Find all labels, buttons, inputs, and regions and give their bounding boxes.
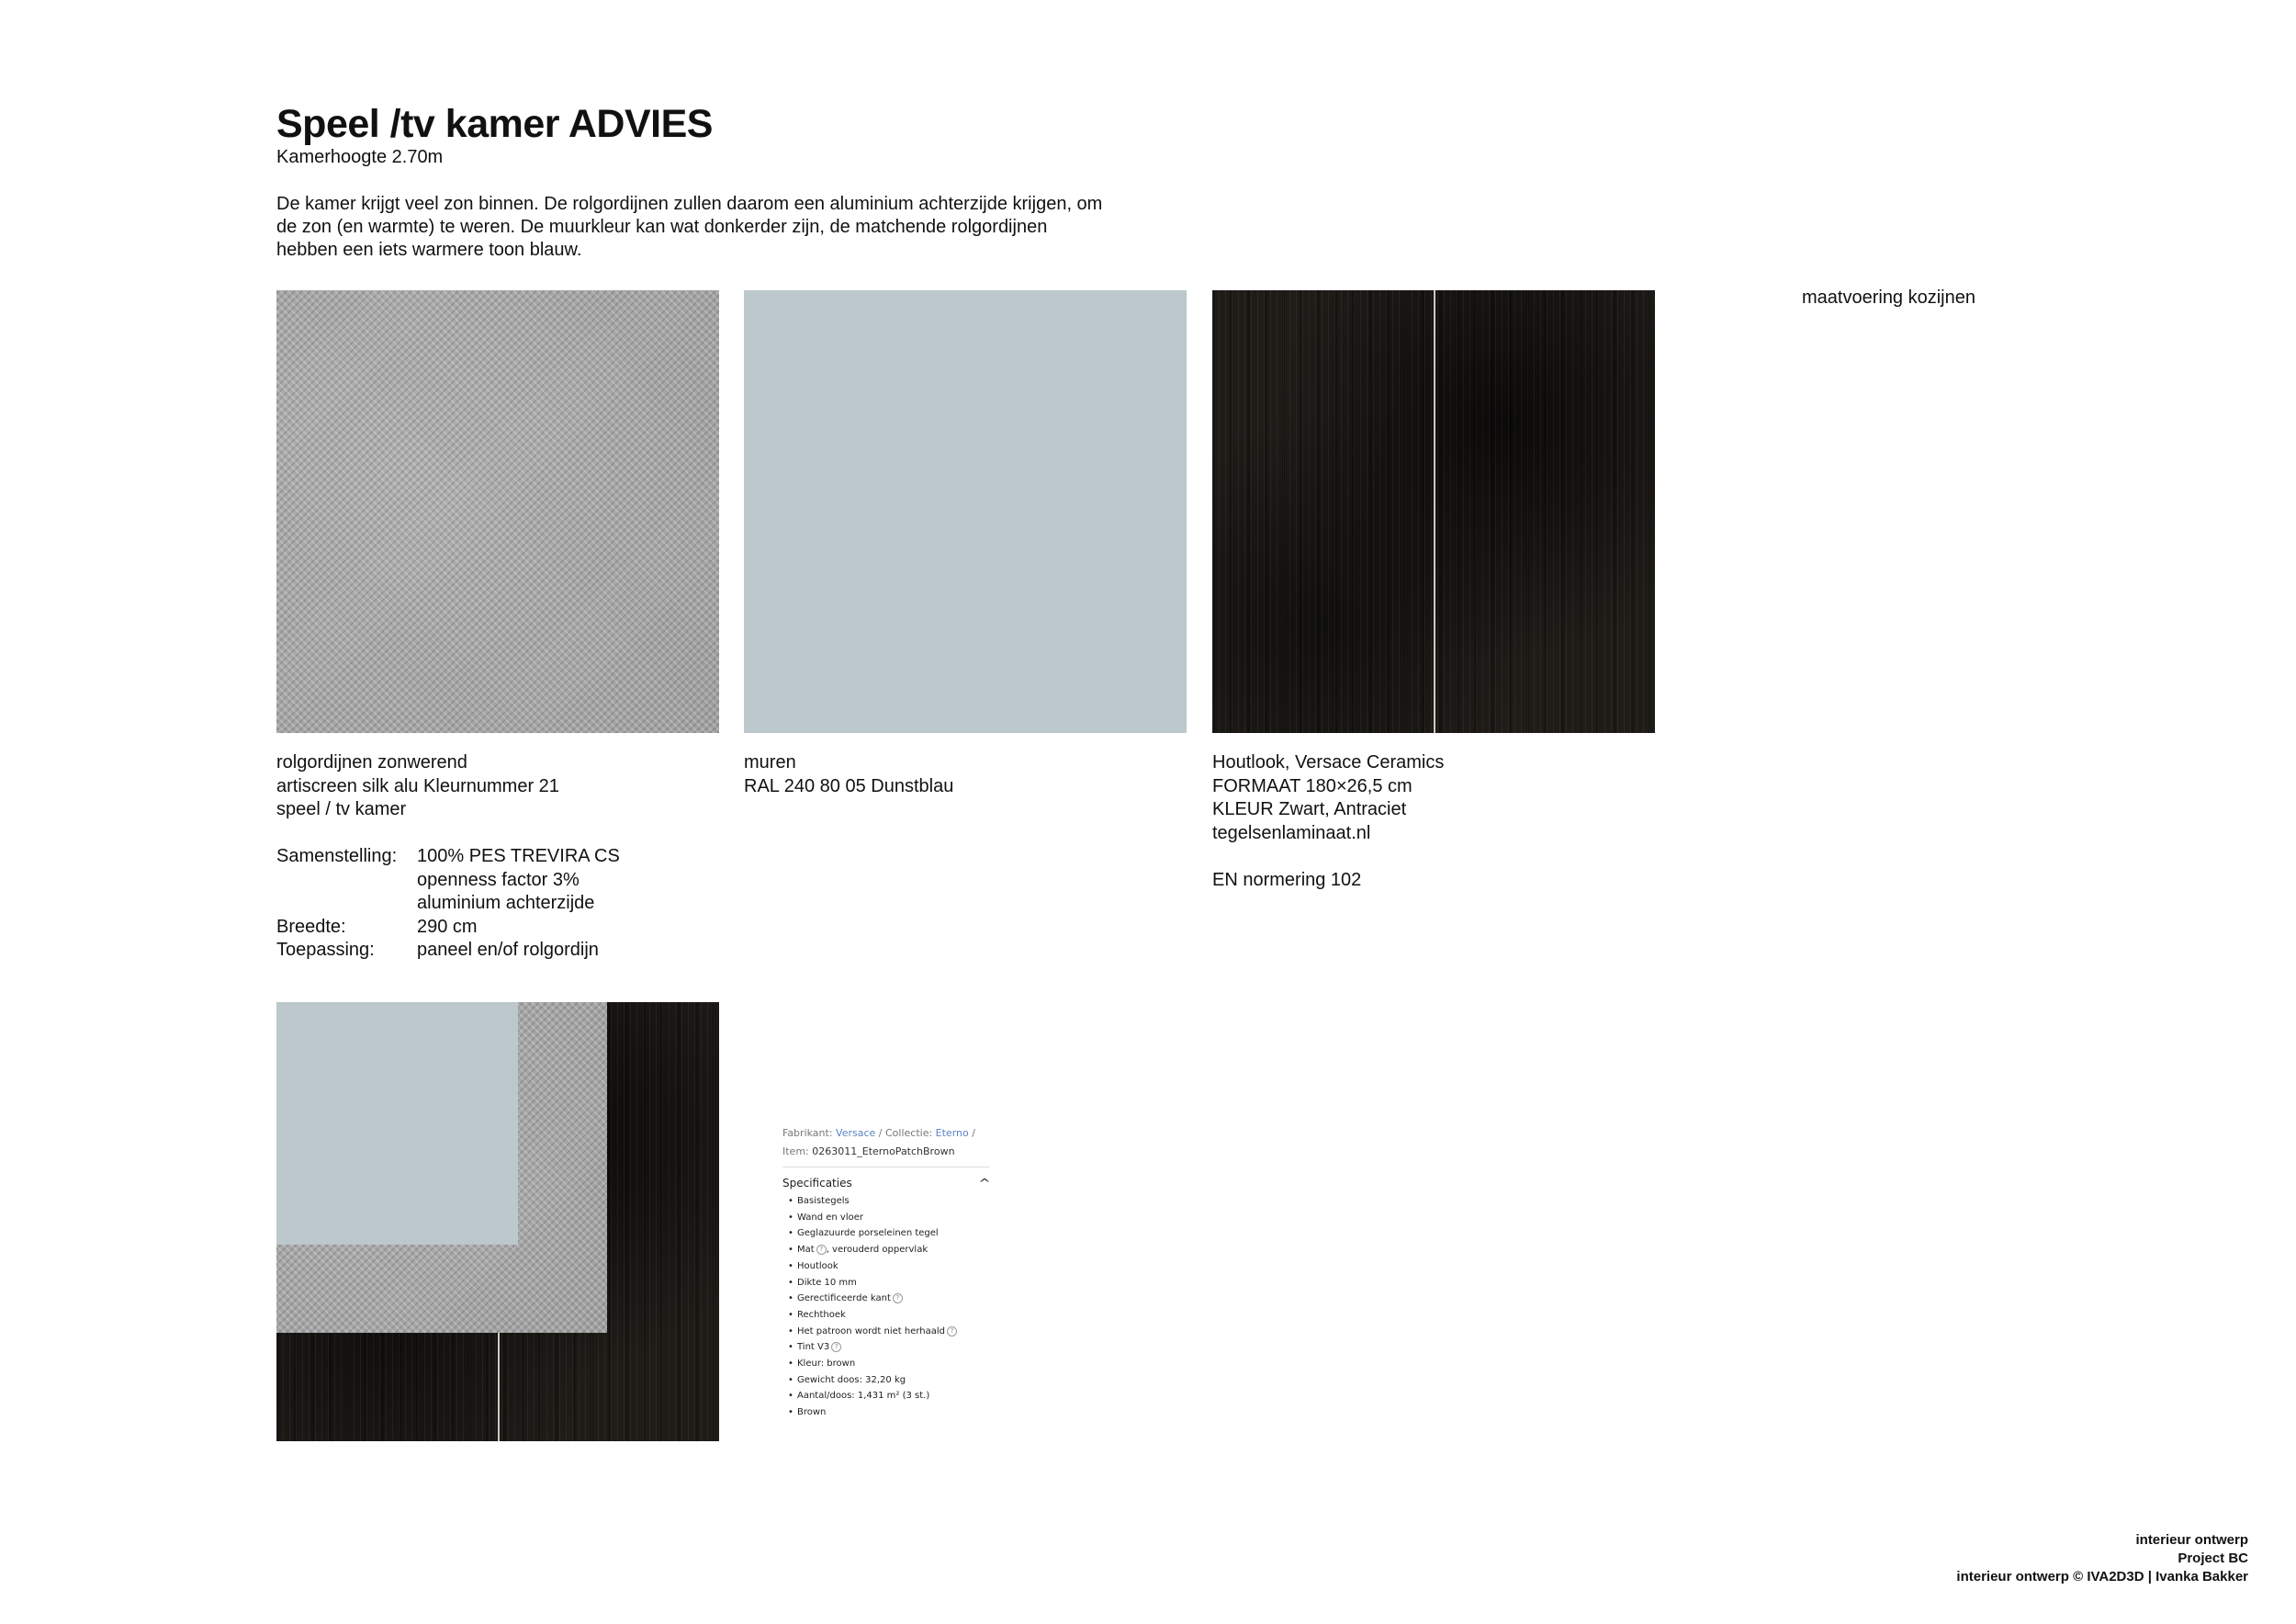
- list-item: • Aantal/doos: 1,431 m² (3 st.): [782, 1388, 989, 1404]
- spec-toggle[interactable]: [782, 1177, 989, 1190]
- collectie-label: Collectie:: [884, 1127, 933, 1139]
- list-item: • Houtlook: [782, 1258, 989, 1275]
- product-info: [782, 1124, 989, 1421]
- fabric-line: rolgordijnen zonwerend: [276, 752, 467, 773]
- spec-title: Specificaties: [782, 1177, 852, 1190]
- footer-line: interieur ontwerp © IVA2D3D | Ivanka Bakker: [1956, 1569, 2248, 1585]
- list-item: • Mat ? , verouderd oppervlak: [782, 1242, 989, 1258]
- list-item: • Kleur: brown: [782, 1356, 989, 1372]
- fabric-swatch: [276, 290, 719, 733]
- list-item: • Het patroon wordt niet herhaald ?: [782, 1324, 989, 1340]
- info-icon[interactable]: ?: [816, 1245, 827, 1255]
- list-item: • Basistegels: [782, 1193, 989, 1210]
- side-note: maatvoering kozijnen: [1802, 288, 1975, 308]
- spec-value-line: openness factor 3%: [417, 869, 580, 890]
- wall-layer: [276, 1002, 518, 1245]
- list-item: • Dikte 10 mm: [782, 1275, 989, 1291]
- tile-seam: [1434, 290, 1435, 733]
- list-item: • Gewicht doos: 32,20 kg: [782, 1372, 989, 1389]
- floor-line: KLEUR Zwart, Antraciet: [1212, 799, 1407, 819]
- list-item: • Gerectificeerde kant ?: [782, 1291, 989, 1307]
- spec-key: Toepassing:: [276, 940, 375, 960]
- fabric-line: speel / tv kamer: [276, 799, 407, 819]
- info-icon[interactable]: ?: [893, 1293, 903, 1303]
- fabrikant-label: Fabrikant:: [782, 1127, 833, 1139]
- chevron-up-icon[interactable]: ^: [978, 1177, 991, 1190]
- footer-line: Project BC: [2178, 1551, 2248, 1566]
- spec-value: [417, 845, 620, 916]
- info-icon[interactable]: ?: [831, 1342, 841, 1352]
- spec-row: [276, 845, 620, 916]
- spec-key: Breedte:: [276, 916, 346, 937]
- product-meta: Fabrikant: Versace / Collectie: Eterno / Item: 0263011_EternoPatchBrown: [782, 1127, 975, 1157]
- list-item: • Rechthoek: [782, 1307, 989, 1324]
- wall-description: [744, 751, 953, 798]
- list-item: • Geglazuurde porseleinen tegel: [782, 1225, 989, 1242]
- list-item: • Wand en vloer: [782, 1210, 989, 1226]
- intro-text: De kamer krijgt veel zon binnen. De rolgordijnen zullen daarom een aluminium achterzijde krijgen, om de zon (en warmte) te weren. De muurkleur kan wat donkerder zijn, de matchende rolgordijnen hebben een iets warmere toon blauw.: [276, 194, 1103, 260]
- list-item: • Tint V3 ?: [782, 1339, 989, 1356]
- spec-value: paneel en/of rolgordijn: [417, 940, 599, 960]
- item-label: Item:: [782, 1145, 809, 1157]
- spec-list: [782, 1193, 989, 1421]
- wall-line: muren: [744, 752, 796, 773]
- wall-color-swatch: [744, 290, 1187, 733]
- floor-description: [1212, 751, 1444, 892]
- fabrikant-link[interactable]: Versace: [836, 1127, 876, 1139]
- spec-row: [276, 916, 620, 940]
- spec-value: 290 cm: [417, 916, 478, 937]
- fabric-description: [276, 751, 620, 963]
- floor-line: tegelsenlaminaat.nl: [1212, 822, 1371, 843]
- spec-value-line: 100% PES TREVIRA CS: [417, 846, 620, 866]
- material-combination: [276, 1002, 719, 1441]
- info-icon[interactable]: ?: [947, 1326, 957, 1336]
- floor-tile-swatch: [1212, 290, 1655, 733]
- list-item: • Brown: [782, 1404, 989, 1421]
- wall-line: RAL 240 80 05 Dunstblau: [744, 775, 954, 796]
- floor-line: FORMAAT 180×26,5 cm: [1212, 775, 1412, 796]
- spec-value-line: aluminium achterzijde: [417, 893, 595, 913]
- floor-line-spacer: [1212, 845, 1444, 869]
- collectie-link[interactable]: Eterno: [935, 1127, 969, 1139]
- footer-line: interieur ontwerp: [2135, 1532, 2248, 1548]
- fabric-spec-table: [276, 845, 620, 963]
- floor-line: EN normering 102: [1212, 869, 1362, 890]
- floor-line: Houtlook, Versace Ceramics: [1212, 752, 1445, 773]
- spec-key: Samenstelling:: [276, 846, 398, 866]
- spec-row: [276, 939, 620, 963]
- footer-credits: [1956, 1531, 2248, 1586]
- room-height: Kamerhoogte 2.70m: [276, 147, 444, 167]
- fabric-line: artiscreen silk alu Kleurnummer 21: [276, 775, 559, 796]
- item-code: 0263011_EternoPatchBrown: [812, 1145, 955, 1157]
- page-title: Speel /tv kamer ADVIES: [276, 102, 713, 146]
